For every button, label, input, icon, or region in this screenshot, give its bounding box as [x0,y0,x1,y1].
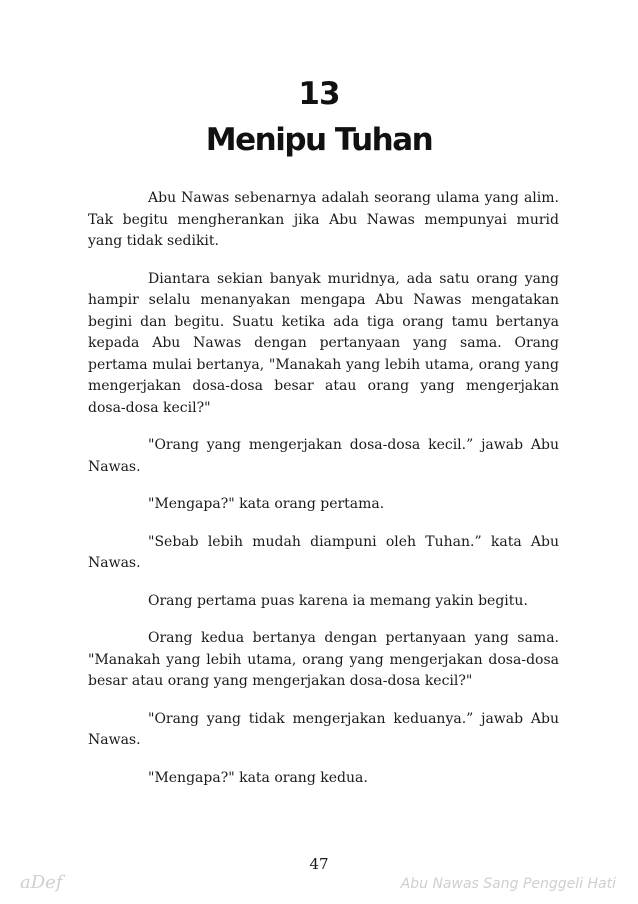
paragraph: "Orang yang tidak mengerjakan keduanya.” jawab Abu Nawas. [88,710,559,748]
chapter-body [88,188,559,805]
chapter-title: Menipu Tuhan [205,122,433,158]
paragraph: Orang pertama puas karena ia memang yakin begitu. [148,592,528,609]
book-title-footer: Abu Nawas Sang Penggeli Hati [400,876,616,892]
paragraph: "Mengapa?" kata orang kedua. [148,769,368,786]
paragraph: Abu Nawas sebenarnya adalah seorang ulama yang alim. Tak begitu mengherankan jika Abu Nawas mempunyai murid yang tidak sedikit. [88,190,559,249]
publisher-mark: aDef [20,872,63,893]
page-number: 47 [309,855,329,873]
chapter-number: 13 [298,76,340,112]
paragraph: "Orang yang mengerjakan dosa-dosa kecil.” jawab Abu Nawas. [88,437,559,475]
paragraph: Diantara sekian banyak muridnya, ada satu orang yang hampir selalu menanyakan mengapa Abu Nawas mengatakan begini dan begitu. Suatu ketika ada tiga orang tamu bertanya kepada Abu Nawas dengan pertanyaan yang sama. Orang pertama mulai bertanya, "Manakah yang lebih utama, orang yang mengerjakan dosa-dosa besar atau orang yang mengerjakan dosa-dosa kecil?" [88,270,559,416]
paragraph: Orang kedua bertanya dengan pertanyaan yang sama. "Manakah yang lebih utama, orang yang mengerjakan dosa-dosa besar atau orang yang mengerjakan dosa-dosa kecil?" [88,630,559,689]
paragraph: "Mengapa?" kata orang pertama. [148,496,385,512]
paragraph: "Sebab lebih mudah diampuni oleh Tuhan.” kata Abu Nawas. [88,533,559,571]
